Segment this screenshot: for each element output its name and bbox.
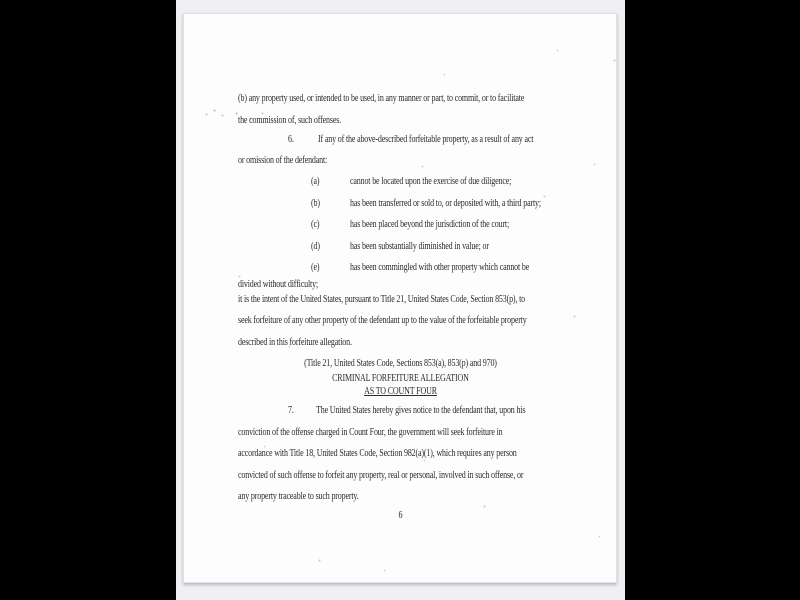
- paragraph-7-start: 7. The United States hereby gives notice to the defendant that, upon his: [288, 405, 526, 416]
- body-line: described in this forfeiture allegation.: [238, 337, 352, 348]
- paragraph-6-start: 6. If any of the above-described forfeitable property, as a result of any act: [288, 134, 534, 145]
- list-label: (d): [311, 241, 320, 252]
- list-label: (b): [311, 198, 320, 209]
- body-line: any property traceable to such property.: [238, 491, 359, 502]
- body-line: (b) any property used, or intended to be used, in any manner or part, to commit, or to facilitate: [238, 93, 525, 104]
- body-line: conviction of the offense charged in Count Four, the government will seek forfeiture in: [238, 427, 503, 438]
- list-item-a: (a) cannot be located upon the exercise of due diligence;: [311, 176, 512, 187]
- list-item-c: (c) has been placed beyond the jurisdiction of the court;: [311, 219, 510, 230]
- list-label: (e): [311, 262, 320, 273]
- list-label: (a): [311, 176, 320, 187]
- paragraph-number: 6.: [288, 134, 294, 145]
- list-item-b: (b) has been transferred or sold to, or deposited with, a third party;: [311, 198, 541, 209]
- body-line: seek forfeiture of any other property of the defendant up to the value of the forfeitable property: [238, 315, 527, 326]
- statute-citation: (Title 21, United States Code, Sections 853(a), 853(p) and 970): [303, 358, 497, 369]
- paragraph-number: 7.: [288, 405, 294, 416]
- section-heading: CRIMINAL FORFEITURE ALLEGATION: [331, 373, 469, 384]
- letterbox-left: [0, 0, 176, 600]
- section-subheading: AS TO COUNT FOUR: [363, 386, 437, 397]
- list-item-d: (d) has been substantially diminished in value; or: [311, 241, 489, 252]
- body-line: the commission of, such offenses.: [238, 115, 342, 126]
- scan-noise: [184, 14, 185, 15]
- page-number: 6: [398, 510, 402, 521]
- list-item-e: (e) has been commingled with other property which cannot be: [311, 262, 530, 273]
- letterbox-right: [625, 0, 800, 600]
- body-line: accordance with Title 18, United States Code, Section 982(a)(1), which requires any person: [238, 448, 517, 459]
- list-label: (c): [311, 219, 320, 230]
- document-page: [183, 13, 617, 583]
- body-line: or omission of the defendant:: [238, 155, 328, 166]
- body-line: it is the intent of the United States, pursuant to Title 21, United States Code, Section 853(p), to: [238, 294, 526, 305]
- body-line: divided without difficulty;: [238, 279, 318, 290]
- body-line: convicted of such offense to forfeit any property, real or personal, involved in such offense, or: [238, 470, 524, 481]
